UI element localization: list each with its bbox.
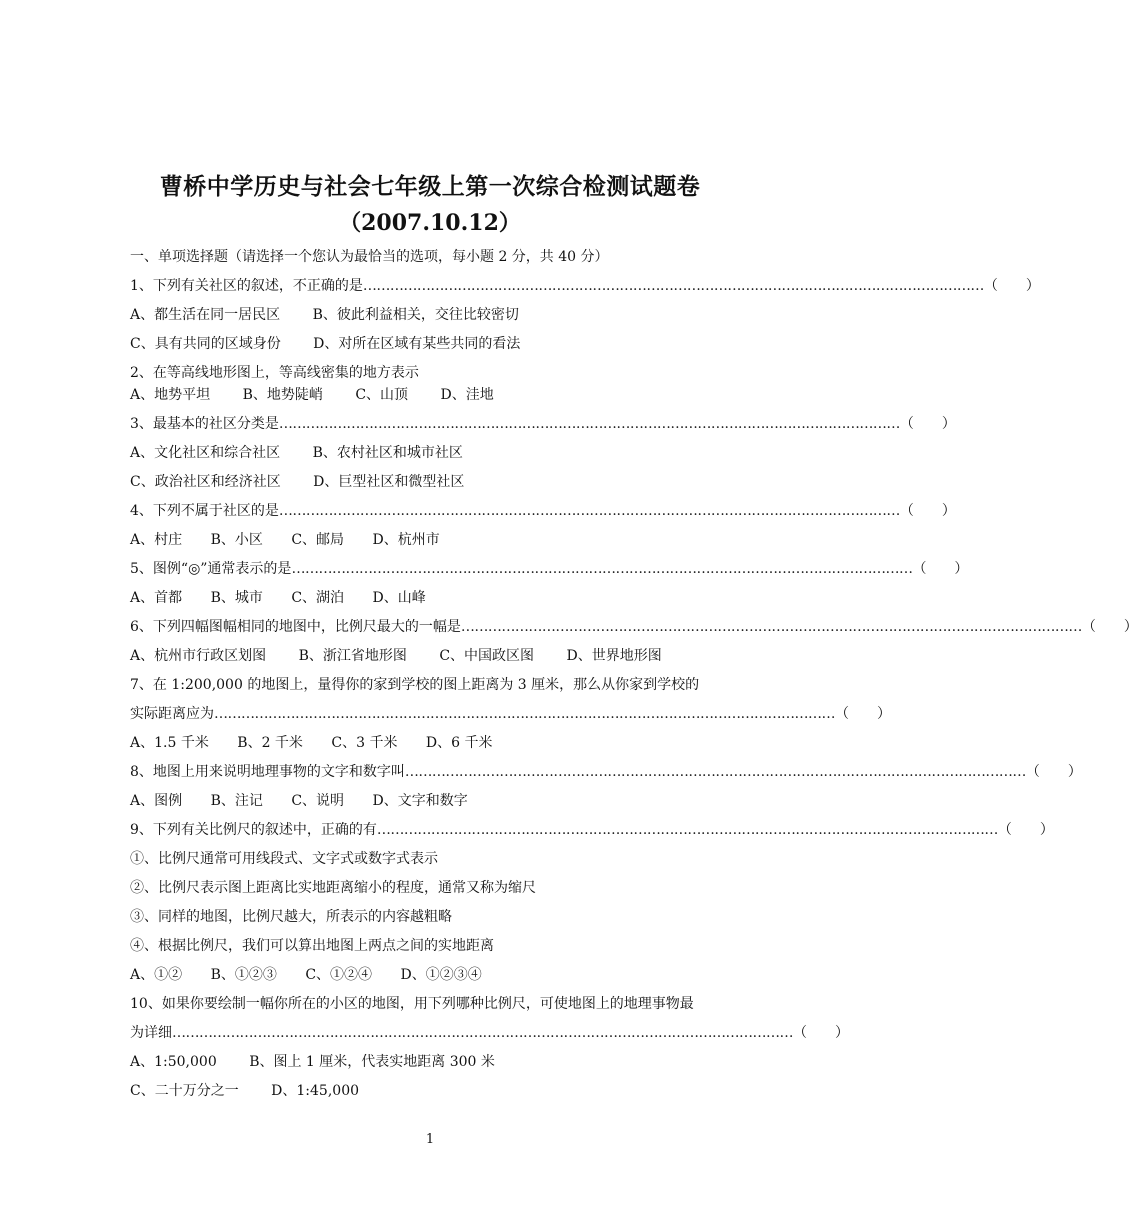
option-d: D、洼地 — [440, 387, 494, 403]
leader-dots: ………………………………………………………………………………………………………………………… — [278, 416, 900, 432]
question-stem: 实际距离应为 — [130, 706, 214, 722]
question-8 — [130, 763, 1082, 781]
option-c: C、政治社区和经济社区 — [130, 474, 281, 490]
options-row — [130, 734, 720, 752]
option-d: D、山峰 — [372, 590, 426, 606]
exam-date: （2007.10.12） — [339, 210, 521, 236]
answer-blank: （ ） — [997, 822, 1054, 838]
question-10-continued — [130, 1024, 849, 1042]
options-row — [130, 444, 720, 462]
question-stem: 为详细 — [130, 1025, 172, 1041]
option-c: C、山顶 — [355, 387, 409, 403]
options-row — [130, 589, 720, 607]
answer-blank: （ ） — [793, 1025, 849, 1041]
option-c: C、说明 — [291, 793, 345, 809]
question-9 — [130, 821, 1054, 839]
option-a: A、地势平坦 — [130, 387, 211, 403]
option-a: A、①② — [130, 967, 183, 983]
option-b: B、小区 — [210, 532, 263, 548]
option-d: D、对所在区域有某些共同的看法 — [313, 336, 521, 352]
question-5 — [130, 560, 969, 578]
leader-dots: ………………………………………………………………………………………………………………………… — [362, 278, 984, 294]
options-row — [130, 792, 720, 810]
option-a: A、1.5 千米 — [130, 735, 209, 751]
option-a: A、图例 — [130, 793, 183, 809]
section-heading: 一、单项选择题（请选择一个您认为最恰当的选项，每小题 2 分，共 40 分） — [130, 249, 609, 265]
page-title: 曹桥中学历史与社会七年级上第一次综合检测试题卷 — [159, 173, 701, 200]
option-d: D、6 千米 — [425, 735, 493, 751]
option-a: A、村庄 — [130, 532, 183, 548]
leader-dots: ………………………………………………………………………………………………………………………… — [376, 822, 998, 838]
option-c: C、中国政区图 — [439, 648, 535, 664]
option-a: A、文化社区和综合社区 — [130, 445, 281, 461]
leader-dots: ………………………………………………………………………………………………………………………… — [214, 706, 835, 722]
option-d: D、巨型社区和微型社区 — [313, 474, 465, 490]
option-d: D、世界地形图 — [566, 648, 662, 664]
question-stem: 4、下列不属于社区的是 — [130, 503, 279, 519]
options-row — [130, 306, 720, 324]
question-stem: 5、图例“◎”通常表示的是 — [130, 561, 292, 577]
leader-dots: ………………………………………………………………………………………………………………………… — [172, 1025, 793, 1041]
options-row — [130, 1082, 720, 1100]
option-d: D、1:45,000 — [271, 1083, 360, 1099]
answer-blank: （ ） — [899, 503, 956, 519]
option-c: C、邮局 — [291, 532, 345, 548]
option-b: B、注记 — [210, 793, 263, 809]
answer-blank: （ ） — [1081, 619, 1138, 635]
leader-dots: ………………………………………………………………………………………………………………………… — [291, 561, 913, 577]
option-d: D、杭州市 — [372, 532, 440, 548]
question-list — [130, 248, 1138, 1100]
question-10 — [130, 995, 720, 1013]
option-b: B、浙江省地形图 — [298, 648, 407, 664]
option-a: A、杭州市行政区划图 — [130, 648, 267, 664]
options-row — [130, 473, 720, 491]
question-3 — [130, 415, 956, 433]
answer-blank: （ ） — [912, 561, 969, 577]
leader-dots: ………………………………………………………………………………………………………………………… — [404, 764, 1026, 780]
option-b: B、2 千米 — [237, 735, 303, 751]
statement-item: ④、根据比例尺，我们可以算出地图上两点之间的实地距离 — [130, 938, 494, 954]
option-c: C、二十万分之一 — [130, 1083, 239, 1099]
options-row — [130, 1053, 720, 1071]
question-stem: 6、下列四幅图幅相同的地图中，比例尺最大的一幅是 — [130, 619, 461, 635]
options-row — [130, 386, 720, 404]
question-stem: 2、在等高线地形图上，等高线密集的地方表示 — [130, 365, 419, 381]
option-b: B、图上 1 厘米，代表实地距离 300 米 — [249, 1054, 495, 1070]
options-row — [130, 966, 720, 984]
question-1 — [130, 277, 1040, 295]
option-b: B、农村社区和城市社区 — [312, 445, 463, 461]
option-c: C、湖泊 — [291, 590, 345, 606]
question-stem: 10、如果你要绘制一幅你所在的小区的地图，用下列哪种比例尺，可使地图上的地理事物最 — [130, 996, 694, 1012]
statement-item: ①、比例尺通常可用线段式、文字式或数字式表示 — [130, 851, 438, 867]
option-a: A、1:50,000 — [130, 1054, 217, 1070]
question-4 — [130, 502, 956, 520]
question-stem: 3、最基本的社区分类是 — [130, 416, 279, 432]
statement-item: ③、同样的地图，比例尺越大，所表示的内容越粗略 — [130, 909, 452, 925]
options-row — [130, 647, 720, 665]
question-stem: 8、地图上用来说明地理事物的文字和数字叫 — [130, 764, 405, 780]
option-b: B、地势陡峭 — [242, 387, 323, 403]
options-row — [130, 531, 720, 549]
question-6 — [130, 618, 1138, 636]
leader-dots: ………………………………………………………………………………………………………………………… — [460, 619, 1082, 635]
page-number: 1 — [425, 1132, 435, 1147]
option-b: B、彼此利益相关，交往比较密切 — [312, 307, 519, 323]
answer-blank: （ ） — [1025, 764, 1082, 780]
option-a: A、都生活在同一居民区 — [130, 307, 281, 323]
option-b: B、①②③ — [210, 967, 277, 983]
option-c: C、具有共同的区域身份 — [130, 336, 281, 352]
question-2 — [130, 364, 720, 382]
answer-blank: （ ） — [835, 706, 891, 722]
leader-dots: ………………………………………………………………………………………………………………………… — [278, 503, 900, 519]
answer-blank: （ ） — [899, 416, 956, 432]
option-d: D、文字和数字 — [372, 793, 468, 809]
question-stem: 7、在 1:200,000 的地图上，量得你的家到学校的图上距离为 3 厘米，那么从你家到学校的 — [130, 677, 700, 693]
option-d: D、①②③④ — [400, 967, 482, 983]
options-row — [130, 335, 720, 353]
question-stem: 9、下列有关比例尺的叙述中，正确的有 — [130, 822, 377, 838]
statement-item: ②、比例尺表示图上距离比实地距离缩小的程度，通常又称为缩尺 — [130, 880, 536, 896]
answer-blank: （ ） — [983, 278, 1040, 294]
option-b: B、城市 — [210, 590, 263, 606]
option-c: C、①②④ — [305, 967, 373, 983]
question-stem: 1、下列有关社区的叙述，不正确的是 — [130, 278, 363, 294]
option-a: A、首都 — [130, 590, 183, 606]
question-7-continued — [130, 705, 891, 723]
question-7 — [130, 676, 720, 694]
option-c: C、3 千米 — [331, 735, 398, 751]
